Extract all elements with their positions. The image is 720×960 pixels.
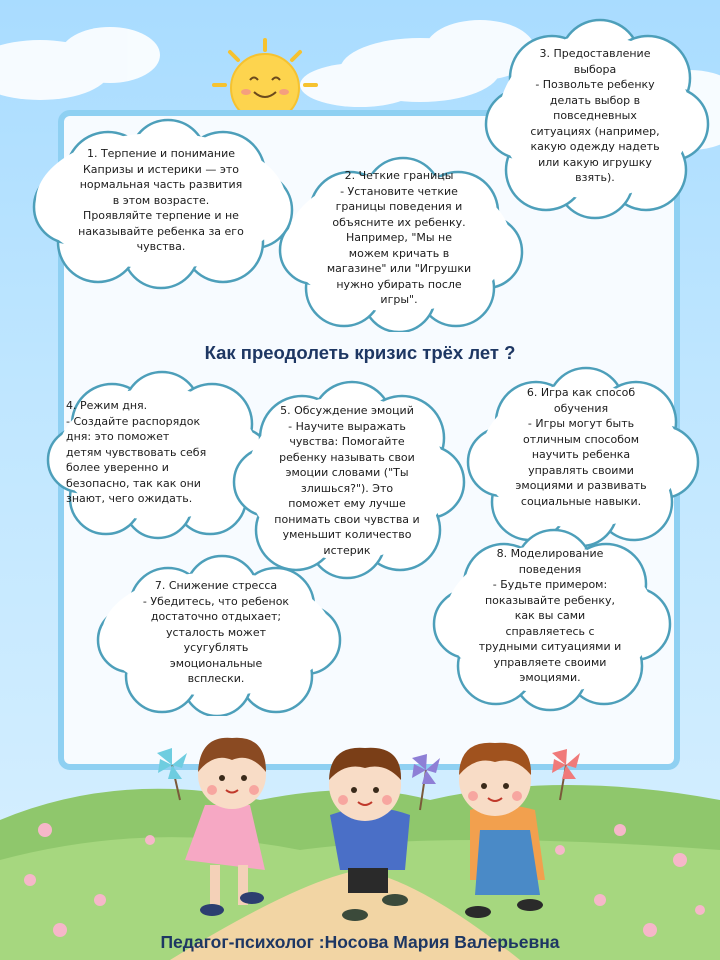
tip-3-text: 3. Предоставление выбора - Позвольте ребенку делать выбор в повседневных ситуациях (например, какую одежду надеть или какую игрушку взять). (530, 47, 660, 184)
tip-7-text: 7. Снижение стресса - Убедитесь, что ребенок достаточно отдыхает; усталость может усугублять эмоциональные всплески. (142, 579, 290, 685)
tip-6-text: 6. Игра как способ обучения - Игры могут быть отличным способом научить ребенка управлять своими эмоциями и развивать социальные навыки. (515, 386, 647, 508)
tip-5-text: 5. Обсуждение эмоций - Научите выражать чувства: Помогайте ребенку называть свои эмоции словами ("Ты злишься?"). Это поможет ему лучше понимать свои чувства и уменьшит количество истерик (274, 404, 420, 557)
tip-4-text: 4. Режим дня. - Создайте распорядок дня: это поможет детям чувствовать себя более уверенно и безопасно, так как они знают, чего ожидать. (66, 399, 207, 505)
tip-1-text: 1. Терпение и понимание Капризы и истерики — это нормальная часть развития в этом возрасте. Проявляйте терпение и не наказывайте ребенка за его чувства. (78, 147, 244, 253)
author-footer: Педагог-психолог :Носова Мария Валерьевна (160, 932, 560, 952)
tip-8-text: 8. Моделирование поведения - Будьте примером: показывайте ребенку, как вы сами справляетесь с трудными ситуациями и управляете своими эмоциями. (478, 547, 622, 684)
page-title: Как преодолеть кризис трёх лет ? (204, 342, 516, 363)
tip-2-text: 2. Четкие границы - Установите четкие границы поведения и объясните их ребенку. Например, "Мы не можем кричать в магазине" или "Игрушки нужно убирать после игры". (326, 169, 472, 306)
